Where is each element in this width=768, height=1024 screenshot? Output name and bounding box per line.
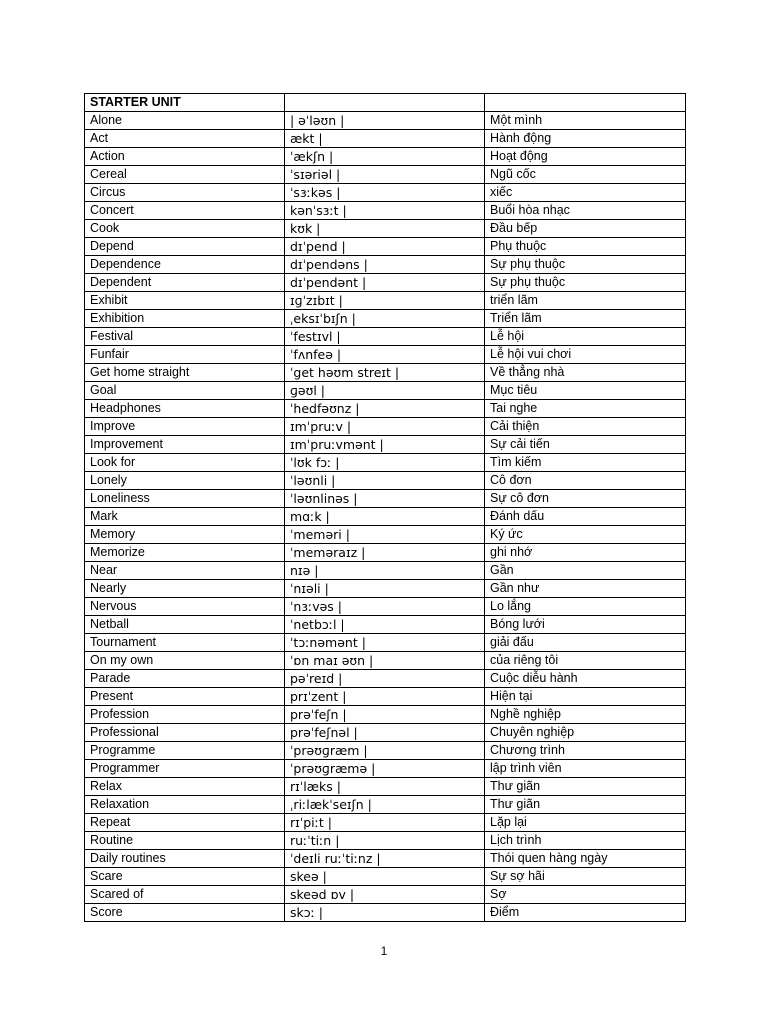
pronunciation-cell: ˌriːlækˈseɪʃn |	[285, 796, 485, 814]
table-row	[85, 652, 686, 670]
meaning-cell: Sự sợ hãi	[485, 868, 686, 886]
page-number: 1	[380, 944, 388, 958]
word-cell: Headphones	[85, 400, 285, 418]
table-row	[85, 346, 686, 364]
pronunciation-cell: ˈtɔːnəmənt |	[285, 634, 485, 652]
word-cell: Dependence	[85, 256, 285, 274]
word-cell: Cereal	[85, 166, 285, 184]
meaning-cell: Chương trình	[485, 742, 686, 760]
meaning-cell: Đánh dấu	[485, 508, 686, 526]
table-row	[85, 220, 686, 238]
meaning-cell: Bóng lưới	[485, 616, 686, 634]
table-row	[85, 472, 686, 490]
word-cell: Alone	[85, 112, 285, 130]
table-row	[85, 616, 686, 634]
word-cell: Action	[85, 148, 285, 166]
pronunciation-cell: ɪmˈpruːvmənt |	[285, 436, 485, 454]
word-cell: Relaxation	[85, 796, 285, 814]
table-row	[85, 130, 686, 148]
meaning-cell: Chuyên nghiệp	[485, 724, 686, 742]
word-cell: Circus	[85, 184, 285, 202]
table-row	[85, 400, 686, 418]
pronunciation-cell: ˈsɪəriəl |	[285, 166, 485, 184]
pronunciation-cell: rɪˈlæks |	[285, 778, 485, 796]
table-row	[85, 508, 686, 526]
word-cell: Nervous	[85, 598, 285, 616]
pronunciation-cell: ˈækʃn |	[285, 148, 485, 166]
word-cell: Dependent	[85, 274, 285, 292]
word-cell: Programmer	[85, 760, 285, 778]
meaning-cell: Cuộc diễu hành	[485, 670, 686, 688]
word-cell: Lonely	[85, 472, 285, 490]
pronunciation-cell: dɪˈpendənt |	[285, 274, 485, 292]
table-row	[85, 112, 686, 130]
table-row	[85, 562, 686, 580]
pronunciation-cell: ɪmˈpruːv |	[285, 418, 485, 436]
word-cell: On my own	[85, 652, 285, 670]
word-cell: Daily routines	[85, 850, 285, 868]
word-cell: Mark	[85, 508, 285, 526]
meaning-cell: Sợ	[485, 886, 686, 904]
table-row	[85, 436, 686, 454]
meaning-cell: Ký ức	[485, 526, 686, 544]
word-cell: Professional	[85, 724, 285, 742]
table-row	[85, 850, 686, 868]
meaning-cell: Tai nghe	[485, 400, 686, 418]
word-cell: Scared of	[85, 886, 285, 904]
word-cell: Repeat	[85, 814, 285, 832]
meaning-cell: Sự phụ thuộc	[485, 256, 686, 274]
table-row	[85, 634, 686, 652]
table-row	[85, 544, 686, 562]
pronunciation-cell: rɪˈpiːt |	[285, 814, 485, 832]
pronunciation-cell: ˈprəʊɡræm |	[285, 742, 485, 760]
meaning-cell: Đầu bếp	[485, 220, 686, 238]
meaning-cell: Nghề nghiệp	[485, 706, 686, 724]
pronunciation-cell: ˈləʊnli |	[285, 472, 485, 490]
table-row	[85, 148, 686, 166]
pronunciation-cell: ˈmeməri |	[285, 526, 485, 544]
pronunciation-cell: skɔː |	[285, 904, 485, 922]
meaning-cell: của riêng tôi	[485, 652, 686, 670]
word-cell: Memorize	[85, 544, 285, 562]
pronunciation-cell: skeəd ɒv |	[285, 886, 485, 904]
meaning-cell: Cải thiện	[485, 418, 686, 436]
table-row	[85, 490, 686, 508]
meaning-cell: Lịch trình	[485, 832, 686, 850]
meaning-cell: Buổi hòa nhạc	[485, 202, 686, 220]
meaning-cell: Lễ hội	[485, 328, 686, 346]
word-cell: Profession	[85, 706, 285, 724]
word-cell: Relax	[85, 778, 285, 796]
pronunciation-cell: dɪˈpendəns |	[285, 256, 485, 274]
unit-title: STARTER UNIT	[85, 94, 285, 112]
pronunciation-cell: ˈfestɪvl |	[285, 328, 485, 346]
pronunciation-cell: | əˈləʊn |	[285, 112, 485, 130]
pronunciation-cell: ˈləʊnlinəs |	[285, 490, 485, 508]
table-row	[85, 796, 686, 814]
word-cell: Tournament	[85, 634, 285, 652]
pronunciation-cell: prəˈfeʃn |	[285, 706, 485, 724]
vocabulary-table	[84, 93, 686, 922]
table-row	[85, 310, 686, 328]
meaning-cell: Cô đơn	[485, 472, 686, 490]
table-row	[85, 778, 686, 796]
table-row	[85, 706, 686, 724]
table-row	[85, 868, 686, 886]
pronunciation-cell: ˈhedfəʊnz |	[285, 400, 485, 418]
meaning-cell: Sự cải tiến	[485, 436, 686, 454]
word-cell: Festival	[85, 328, 285, 346]
word-cell: Netball	[85, 616, 285, 634]
header-cell-meaning	[485, 94, 686, 112]
table-row	[85, 454, 686, 472]
word-cell: Improve	[85, 418, 285, 436]
meaning-cell: Gần	[485, 562, 686, 580]
table-row	[85, 364, 686, 382]
pronunciation-cell: skeə |	[285, 868, 485, 886]
table-row	[85, 328, 686, 346]
word-cell: Goal	[85, 382, 285, 400]
pronunciation-cell: prɪˈzent |	[285, 688, 485, 706]
pronunciation-cell: ˈfʌnfeə |	[285, 346, 485, 364]
word-cell: Nearly	[85, 580, 285, 598]
pronunciation-cell: nɪə |	[285, 562, 485, 580]
word-cell: Get home straight	[85, 364, 285, 382]
table-row	[85, 292, 686, 310]
pronunciation-cell: kʊk |	[285, 220, 485, 238]
pronunciation-cell: ˈsɜːkəs |	[285, 184, 485, 202]
pronunciation-cell: dɪˈpend |	[285, 238, 485, 256]
meaning-cell: Thư giãn	[485, 778, 686, 796]
table-row	[85, 418, 686, 436]
meaning-cell: Thư giãn	[485, 796, 686, 814]
meaning-cell: lập trình viên	[485, 760, 686, 778]
meaning-cell: Lễ hội vui chơi	[485, 346, 686, 364]
pronunciation-cell: ˈmeməraɪz |	[285, 544, 485, 562]
meaning-cell: Mục tiêu	[485, 382, 686, 400]
table-row	[85, 166, 686, 184]
pronunciation-cell: ɡəʊl |	[285, 382, 485, 400]
pronunciation-cell: ˈnetbɔːl |	[285, 616, 485, 634]
word-cell: Concert	[85, 202, 285, 220]
word-cell: Act	[85, 130, 285, 148]
word-cell: Present	[85, 688, 285, 706]
pronunciation-cell: ˈɒn maɪ əʊn |	[285, 652, 485, 670]
table-row	[85, 886, 686, 904]
meaning-cell: Về thẳng nhà	[485, 364, 686, 382]
word-cell: Funfair	[85, 346, 285, 364]
word-cell: Scare	[85, 868, 285, 886]
table-row	[85, 184, 686, 202]
word-cell: Near	[85, 562, 285, 580]
table-row	[85, 382, 686, 400]
word-cell: Programme	[85, 742, 285, 760]
pronunciation-cell: ɪɡˈzɪbɪt |	[285, 292, 485, 310]
pronunciation-cell: ruːˈtiːn |	[285, 832, 485, 850]
table-row	[85, 760, 686, 778]
pronunciation-cell: ˈdeɪli ruːˈtiːnz |	[285, 850, 485, 868]
pronunciation-cell: ˈprəʊɡræmə |	[285, 760, 485, 778]
meaning-cell: xiếc	[485, 184, 686, 202]
table-row	[85, 580, 686, 598]
table-row	[85, 814, 686, 832]
meaning-cell: Hoạt động	[485, 148, 686, 166]
meaning-cell: giải đấu	[485, 634, 686, 652]
word-cell: Exhibition	[85, 310, 285, 328]
word-cell: Exhibit	[85, 292, 285, 310]
meaning-cell: Sự cô đơn	[485, 490, 686, 508]
header-cell-pronunciation	[285, 94, 485, 112]
table-row	[85, 526, 686, 544]
table-row	[85, 238, 686, 256]
pronunciation-cell: ˈlʊk fɔː |	[285, 454, 485, 472]
table-row	[85, 256, 686, 274]
meaning-cell: Một mình	[485, 112, 686, 130]
word-cell: Improvement	[85, 436, 285, 454]
pronunciation-cell: ˈget həʊm streɪt |	[285, 364, 485, 382]
meaning-cell: ghi nhớ	[485, 544, 686, 562]
meaning-cell: Phụ thuộc	[485, 238, 686, 256]
pronunciation-cell: prəˈfeʃnəl |	[285, 724, 485, 742]
word-cell: Cook	[85, 220, 285, 238]
pronunciation-cell: ækt |	[285, 130, 485, 148]
word-cell: Depend	[85, 238, 285, 256]
meaning-cell: Điểm	[485, 904, 686, 922]
table-row	[85, 832, 686, 850]
meaning-cell: Lo lắng	[485, 598, 686, 616]
table-row	[85, 688, 686, 706]
meaning-cell: Sự phụ thuộc	[485, 274, 686, 292]
word-cell: Routine	[85, 832, 285, 850]
word-cell: Loneliness	[85, 490, 285, 508]
table-row	[85, 742, 686, 760]
word-cell: Memory	[85, 526, 285, 544]
meaning-cell: Lặp lại	[485, 814, 686, 832]
meaning-cell: Hiện tại	[485, 688, 686, 706]
word-cell: Score	[85, 904, 285, 922]
table-row	[85, 670, 686, 688]
table-row	[85, 202, 686, 220]
meaning-cell: Gần như	[485, 580, 686, 598]
pronunciation-cell: mɑːk |	[285, 508, 485, 526]
meaning-cell: Triển lãm	[485, 310, 686, 328]
table-row	[85, 598, 686, 616]
meaning-cell: triển lãm	[485, 292, 686, 310]
meaning-cell: Thói quen hàng ngày	[485, 850, 686, 868]
table-row	[85, 274, 686, 292]
vocabulary-table-body	[85, 94, 686, 922]
meaning-cell: Hành động	[485, 130, 686, 148]
meaning-cell: Tìm kiếm	[485, 454, 686, 472]
pronunciation-cell: ˌeksɪˈbɪʃn |	[285, 310, 485, 328]
pronunciation-cell: ˈnɜːvəs |	[285, 598, 485, 616]
table-header-row	[85, 94, 686, 112]
word-cell: Parade	[85, 670, 285, 688]
table-row	[85, 724, 686, 742]
meaning-cell: Ngũ cốc	[485, 166, 686, 184]
table-row	[85, 904, 686, 922]
word-cell: Look for	[85, 454, 285, 472]
pronunciation-cell: ˈnɪəli |	[285, 580, 485, 598]
pronunciation-cell: pəˈreɪd |	[285, 670, 485, 688]
pronunciation-cell: kənˈsɜːt |	[285, 202, 485, 220]
